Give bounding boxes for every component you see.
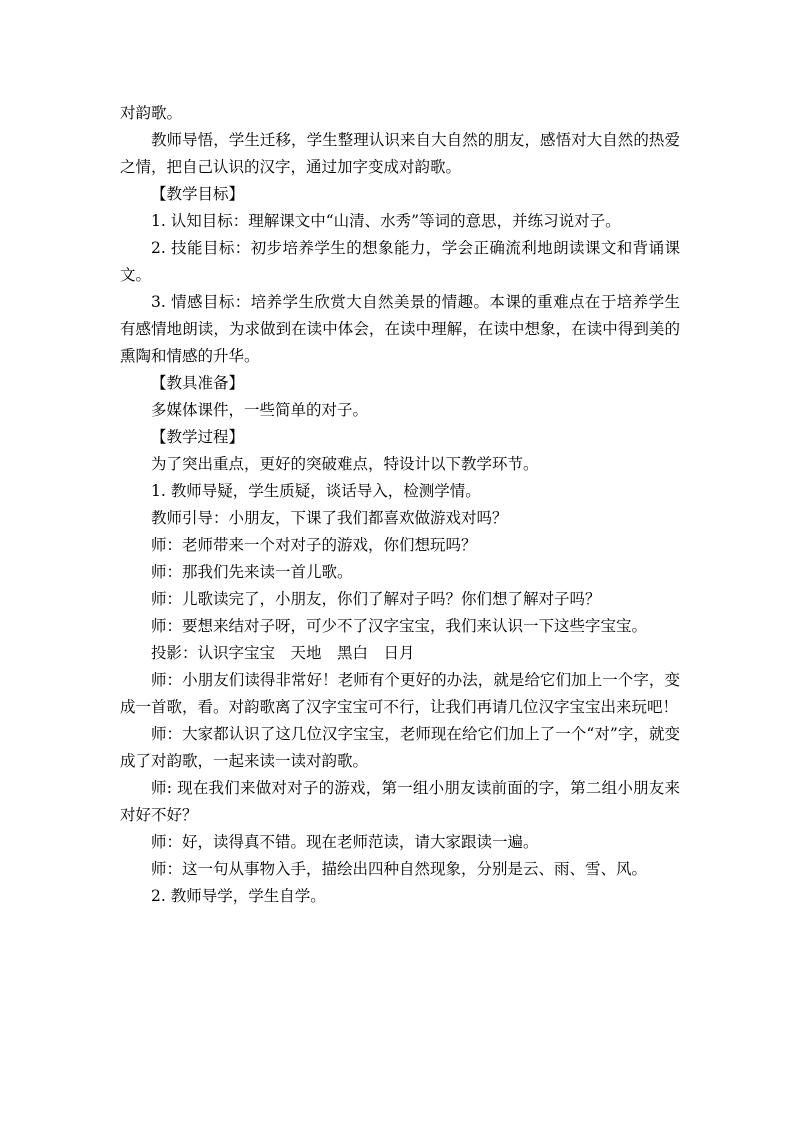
section-heading-teaching-goals: 【教学目标】 bbox=[151, 185, 245, 203]
dialogue-line: 师：要想来结对子呀，可少不了汉字宝宝，我们来认识一下这些字宝宝。 bbox=[151, 617, 648, 635]
process-step-1: 1. 教师导疑，学生质疑，谈话导入，检测学情。 bbox=[151, 482, 481, 500]
dialogue-line: 师：儿歌读完了，小朋友，你们了解对子吗？你们想了解对子吗？ bbox=[151, 590, 601, 608]
process-intro: 为了突出重点，更好的突破难点，特设计以下教学环节。 bbox=[151, 455, 539, 473]
paragraph-2: 教师导悟，学生迁移，学生整理认识来自大自然的朋友，感悟对大自然的热爱之情，把自己认识的汉字，通过加字变成对韵歌。 bbox=[120, 131, 680, 176]
dialogue-line: 师：大家都认识了这几位汉字宝宝，老师现在给它们加上了一个“对”字，就变成了对韵歌，一起来读一读对韵歌。 bbox=[120, 725, 680, 770]
dialogue-line: 师：这一句从事物入手，描绘出四种自然现象，分别是云、雨、雪、风。 bbox=[151, 860, 648, 878]
goal-cognitive: 1. 认知目标：理解课文中“山清、水秀”等词的意思，并练习说对子。 bbox=[151, 212, 621, 230]
projection-line: 投影：认识字宝宝 天地 黑白 日月 bbox=[151, 644, 415, 662]
paragraph-1: 对韵歌。 bbox=[120, 104, 183, 122]
section-heading-materials: 【教具准备】 bbox=[151, 374, 245, 392]
dialogue-line: 师：小朋友们读得非常好！老师有个更好的办法，就是给它们加上一个字，变成一首歌，看。对韵歌离了汉字宝宝可不行，让我们再请几位汉字宝宝出来玩吧！ bbox=[120, 671, 680, 716]
section-heading-process: 【教学过程】 bbox=[151, 428, 245, 446]
dialogue-line: 教师引导：小朋友，下课了我们都喜欢做游戏对吗？ bbox=[151, 509, 508, 527]
process-step-2: 2. 教师导学，学生自学。 bbox=[151, 887, 326, 905]
dialogue-line: 师：老师带来一个对对子的游戏，你们想玩吗？ bbox=[151, 536, 477, 554]
goal-emotional: 3. 情感目标：培养学生欣赏大自然美景的情趣。本课的重难点在于培养学生有感情地朗读，为求做到在读中体会，在读中理解，在读中想象，在读中得到美的熏陶和情感的升华。 bbox=[120, 293, 680, 365]
dialogue-line: 师: 现在我们来做对对子的游戏，第一组小朋友读前面的字，第二组小朋友来对好不好？ bbox=[120, 779, 680, 824]
document-page bbox=[120, 100, 680, 910]
goal-skill: 2. 技能目标：初步培养学生的想象能力，学会正确流利地朗读课文和背诵课文。 bbox=[120, 239, 680, 284]
materials-text: 多媒体课件，一些简单的对子。 bbox=[151, 401, 369, 419]
dialogue-line: 师：那我们先来读一首儿歌。 bbox=[151, 563, 353, 581]
dialogue-line: 师：好，读得真不错。现在老师范读，请大家跟读一遍。 bbox=[151, 833, 539, 851]
